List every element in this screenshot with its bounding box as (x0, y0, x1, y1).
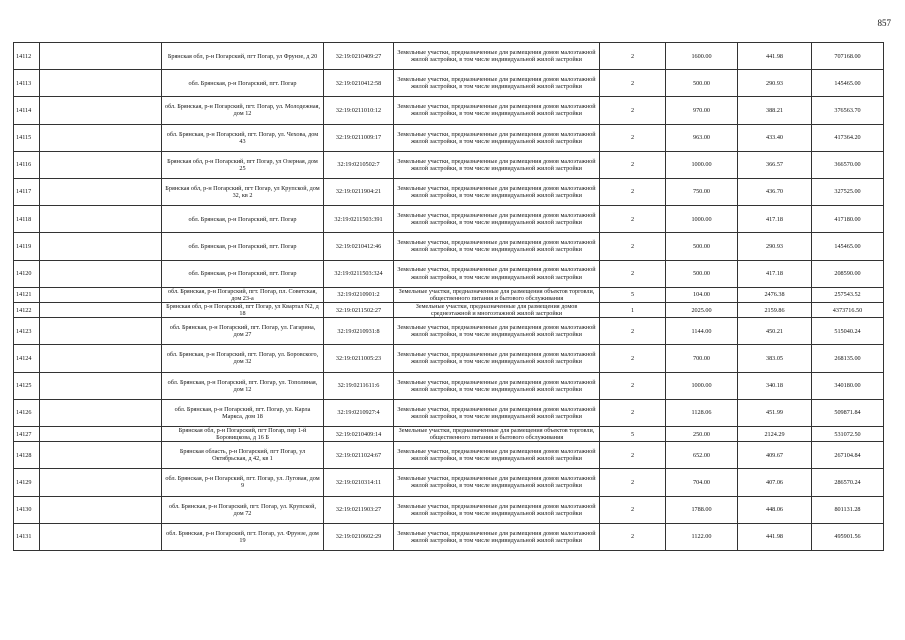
row-number: 14130 (14, 496, 40, 523)
empty-cell (40, 124, 162, 151)
empty-cell (40, 318, 162, 345)
cadastral-number-cell: 32:19:0211503:324 (324, 260, 394, 287)
cadastral-number-cell: 32:19:0210502:7 (324, 151, 394, 178)
cadastral-value-cell: 801131.28 (812, 496, 884, 523)
address-cell: обл. Брянская, р-н Погарский, пгт. Погар, ул. Фрунзе, дом 19 (162, 523, 324, 550)
area-cell: 1000.00 (666, 151, 738, 178)
address-cell: обл. Брянская, р-н Погарский, пгт. Погар (162, 70, 324, 97)
cadastral-number-cell: 32:19:0211010:12 (324, 97, 394, 124)
cadastral-value-cell: 366570.00 (812, 151, 884, 178)
empty-cell (40, 260, 162, 287)
cadastral-value-cell: 327525.00 (812, 178, 884, 205)
address-cell: Брянская обл, р-н Погарский, пгт Погар, пер 1-й Боровицкова, д 16 Б (162, 426, 324, 441)
empty-cell (40, 233, 162, 260)
row-number: 14127 (14, 426, 40, 441)
specific-value-cell: 290.93 (738, 233, 812, 260)
cadastral-value-cell: 208590.00 (812, 260, 884, 287)
cadastral-number-cell: 32:19:0210927:4 (324, 399, 394, 426)
group-code-cell: 2 (600, 345, 666, 372)
area-cell: 750.00 (666, 178, 738, 205)
cadastral-value-cell: 267104.84 (812, 442, 884, 469)
address-cell: Брянская обл, р-н Погарский, пгт Погар, ул Крупской, дом 32, кв 2 (162, 178, 324, 205)
area-cell: 704.00 (666, 469, 738, 496)
table-row (14, 43, 884, 70)
cadastral-value-cell: 257543.52 (812, 287, 884, 302)
specific-value-cell: 383.05 (738, 345, 812, 372)
cadastral-number-cell: 32:19:0210409:27 (324, 43, 394, 70)
land-use-cell: Земельные участки, предназначенные для размещения домов малоэтажной жилой застройки, в том числе индивидуальной жилой застройки (394, 469, 600, 496)
cadastral-number-cell: 32:19:0210412:46 (324, 233, 394, 260)
empty-cell (40, 178, 162, 205)
land-use-cell: Земельные участки, предназначенные для размещения домов малоэтажной жилой застройки, в том числе индивидуальной жилой застройки (394, 151, 600, 178)
cadastral-value-cell: 4373716.50 (812, 302, 884, 317)
row-number: 14125 (14, 372, 40, 399)
area-cell: 500.00 (666, 233, 738, 260)
cadastral-value-cell: 145465.00 (812, 233, 884, 260)
table-row (14, 372, 884, 399)
specific-value-cell: 340.18 (738, 372, 812, 399)
area-cell: 1122.00 (666, 523, 738, 550)
table-row (14, 233, 884, 260)
land-use-cell: Земельные участки, предназначенные для размещения домов малоэтажной жилой застройки, в том числе индивидуальной жилой застройки (394, 178, 600, 205)
area-cell: 500.00 (666, 260, 738, 287)
area-cell: 1000.00 (666, 206, 738, 233)
address-cell: Брянская обл, р-н Погарский, пгт Погар, ул Квартал N2, д 18 (162, 302, 324, 317)
group-code-cell: 2 (600, 496, 666, 523)
address-cell: обл. Брянская, р-н Погарский, пгт. Погар (162, 233, 324, 260)
table-row (14, 302, 884, 317)
specific-value-cell: 407.06 (738, 469, 812, 496)
address-cell: Брянская область, р-н Погарский, пгт Погар, ул Октябрьская, д 42, кв 1 (162, 442, 324, 469)
table-row (14, 399, 884, 426)
area-cell: 500.00 (666, 70, 738, 97)
address-cell: обл. Брянская, р-н Погарский, пгт. Погар, ул. Боровского, дом 32 (162, 345, 324, 372)
address-cell: обл. Брянская, р-н Погарский, пгт. Погар, ул. Молодежная, дом 12 (162, 97, 324, 124)
row-number: 14123 (14, 318, 40, 345)
area-cell: 963.00 (666, 124, 738, 151)
area-cell: 652.00 (666, 442, 738, 469)
area-cell: 1128.06 (666, 399, 738, 426)
cadastral-value-cell: 531072.50 (812, 426, 884, 441)
empty-cell (40, 97, 162, 124)
specific-value-cell: 433.40 (738, 124, 812, 151)
cadastral-value-cell: 417364.20 (812, 124, 884, 151)
land-use-cell: Земельные участки, предназначенные для размещения домов малоэтажной жилой застройки, в том числе индивидуальной жилой застройки (394, 206, 600, 233)
land-use-cell: Земельные участки, предназначенные для размещения домов малоэтажной жилой застройки, в том числе индивидуальной жилой застройки (394, 233, 600, 260)
address-cell: обл. Брянская, р-н Погарский, пгт. Погар (162, 206, 324, 233)
specific-value-cell: 417.18 (738, 206, 812, 233)
table-row (14, 345, 884, 372)
address-cell: обл. Брянская, р-н Погарский, пгт. Погар, пл. Советская, дом 23-а (162, 287, 324, 302)
address-cell: Брянская обл, р-н Погарский, пгт Погар, ул Озерная, дом 25 (162, 151, 324, 178)
cadastral-value-cell: 509871.84 (812, 399, 884, 426)
area-cell: 250.00 (666, 426, 738, 441)
row-number: 14128 (14, 442, 40, 469)
address-cell: обл. Брянская, р-н Погарский, пгт. Погар, ул. Крупской, дом 72 (162, 496, 324, 523)
cadastral-number-cell: 32:19:0211024:67 (324, 442, 394, 469)
empty-cell (40, 287, 162, 302)
row-number: 14114 (14, 97, 40, 124)
specific-value-cell: 441.98 (738, 523, 812, 550)
cadastral-value-cell: 268135.00 (812, 345, 884, 372)
land-use-cell: Земельные участки, предназначенные для размещения домов среднеэтажной и многоэтажной жилой застройки (394, 302, 600, 317)
cadastral-number-cell: 32:19:0211502:27 (324, 302, 394, 317)
land-use-cell: Земельные участки, предназначенные для размещения домов малоэтажной жилой застройки, в том числе индивидуальной жилой застройки (394, 97, 600, 124)
specific-value-cell: 388.21 (738, 97, 812, 124)
specific-value-cell: 366.57 (738, 151, 812, 178)
cadastral-number-cell: 32:19:0210901:2 (324, 287, 394, 302)
specific-value-cell: 450.21 (738, 318, 812, 345)
group-code-cell: 2 (600, 151, 666, 178)
table-row (14, 124, 884, 151)
row-number: 14115 (14, 124, 40, 151)
land-use-cell: Земельные участки, предназначенные для размещения объектов торговли, общественного питания и бытового обслуживания (394, 426, 600, 441)
cadastral-value-cell: 515040.24 (812, 318, 884, 345)
group-code-cell: 2 (600, 399, 666, 426)
row-number: 14126 (14, 399, 40, 426)
specific-value-cell: 451.99 (738, 399, 812, 426)
land-use-cell: Земельные участки, предназначенные для размещения домов малоэтажной жилой застройки, в том числе индивидуальной жилой застройки (394, 70, 600, 97)
row-number: 14124 (14, 345, 40, 372)
empty-cell (40, 345, 162, 372)
specific-value-cell: 448.06 (738, 496, 812, 523)
cadastral-number-cell: 32:19:0210602:29 (324, 523, 394, 550)
group-code-cell: 2 (600, 318, 666, 345)
land-use-cell: Земельные участки, предназначенные для размещения домов малоэтажной жилой застройки, в том числе индивидуальной жилой застройки (394, 372, 600, 399)
empty-cell (40, 523, 162, 550)
area-cell: 104.00 (666, 287, 738, 302)
area-cell: 1788.00 (666, 496, 738, 523)
table-row (14, 70, 884, 97)
empty-cell (40, 399, 162, 426)
table-row (14, 287, 884, 302)
cadastral-number-cell: 32:19:0210931:8 (324, 318, 394, 345)
specific-value-cell: 409.67 (738, 442, 812, 469)
address-cell: обл. Брянская, р-н Погарский, пгт. Погар, ул. Гагарина, дом 27 (162, 318, 324, 345)
land-use-cell: Земельные участки, предназначенные для размещения домов малоэтажной жилой застройки, в том числе индивидуальной жилой застройки (394, 496, 600, 523)
table-row (14, 496, 884, 523)
row-number: 14129 (14, 469, 40, 496)
group-code-cell: 5 (600, 426, 666, 441)
area-cell: 700.00 (666, 345, 738, 372)
specific-value-cell: 441.98 (738, 43, 812, 70)
table-row (14, 318, 884, 345)
group-code-cell: 2 (600, 178, 666, 205)
empty-cell (40, 469, 162, 496)
specific-value-cell: 2476.38 (738, 287, 812, 302)
group-code-cell: 2 (600, 97, 666, 124)
group-code-cell: 2 (600, 206, 666, 233)
table-row (14, 151, 884, 178)
empty-cell (40, 372, 162, 399)
empty-cell (40, 206, 162, 233)
empty-cell (40, 70, 162, 97)
group-code-cell: 2 (600, 260, 666, 287)
empty-cell (40, 426, 162, 441)
table-row (14, 523, 884, 550)
specific-value-cell: 2124.29 (738, 426, 812, 441)
land-use-cell: Земельные участки, предназначенные для размещения домов малоэтажной жилой застройки, в том числе индивидуальной жилой застройки (394, 43, 600, 70)
empty-cell (40, 43, 162, 70)
table-row (14, 206, 884, 233)
cadastral-value-cell: 417180.00 (812, 206, 884, 233)
area-cell: 1000.00 (666, 372, 738, 399)
table-row (14, 178, 884, 205)
specific-value-cell: 417.18 (738, 260, 812, 287)
group-code-cell: 2 (600, 469, 666, 496)
group-code-cell: 2 (600, 523, 666, 550)
cadastral-value-cell: 376563.70 (812, 97, 884, 124)
land-use-cell: Земельные участки, предназначенные для размещения домов малоэтажной жилой застройки, в том числе индивидуальной жилой застройки (394, 124, 600, 151)
row-number: 14116 (14, 151, 40, 178)
cadastral-number-cell: 32:19:0210409:14 (324, 426, 394, 441)
group-code-cell: 1 (600, 302, 666, 317)
address-cell: обл. Брянская, р-н Погарский, пгт. Погар, ул. Карла Маркса, дом 18 (162, 399, 324, 426)
empty-cell (40, 442, 162, 469)
page-number: 857 (877, 18, 891, 28)
cadastral-value-cell: 707168.00 (812, 43, 884, 70)
row-number: 14120 (14, 260, 40, 287)
cadastral-number-cell: 32:19:0210412:58 (324, 70, 394, 97)
address-cell: Брянская обл, р-н Погарский, пгт Погар, ул Фрунзе, д 20 (162, 43, 324, 70)
table-row (14, 97, 884, 124)
area-cell: 970.00 (666, 97, 738, 124)
cadastral-value-table (13, 42, 884, 551)
table-row (14, 469, 884, 496)
land-use-cell: Земельные участки, предназначенные для размещения домов малоэтажной жилой застройки, в том числе индивидуальной жилой застройки (394, 442, 600, 469)
land-use-cell: Земельные участки, предназначенные для размещения домов малоэтажной жилой застройки, в том числе индивидуальной жилой застройки (394, 399, 600, 426)
cadastral-value-cell: 145465.00 (812, 70, 884, 97)
area-cell: 2025.00 (666, 302, 738, 317)
group-code-cell: 2 (600, 372, 666, 399)
land-use-cell: Земельные участки, предназначенные для размещения объектов торговли, общественного питания и бытового обслуживания (394, 287, 600, 302)
land-use-cell: Земельные участки, предназначенные для размещения домов малоэтажной жилой застройки, в том числе индивидуальной жилой застройки (394, 523, 600, 550)
cadastral-number-cell: 32:19:0211611:6 (324, 372, 394, 399)
row-number: 14131 (14, 523, 40, 550)
area-cell: 1600.00 (666, 43, 738, 70)
row-number: 14119 (14, 233, 40, 260)
cadastral-value-cell: 340180.00 (812, 372, 884, 399)
empty-cell (40, 151, 162, 178)
specific-value-cell: 2159.86 (738, 302, 812, 317)
land-use-cell: Земельные участки, предназначенные для размещения домов малоэтажной жилой застройки, в том числе индивидуальной жилой застройки (394, 260, 600, 287)
row-number: 14122 (14, 302, 40, 317)
row-number: 14118 (14, 206, 40, 233)
cadastral-number-cell: 32:19:0211503:391 (324, 206, 394, 233)
land-use-cell: Земельные участки, предназначенные для размещения домов малоэтажной жилой застройки, в том числе индивидуальной жилой застройки (394, 318, 600, 345)
specific-value-cell: 436.70 (738, 178, 812, 205)
cadastral-number-cell: 32:19:0211005:23 (324, 345, 394, 372)
address-cell: обл. Брянская, р-н Погарский, пгт. Погар, ул. Тополиная, дом 12 (162, 372, 324, 399)
table-row (14, 442, 884, 469)
row-number: 14117 (14, 178, 40, 205)
cadastral-number-cell: 32:19:0211904:21 (324, 178, 394, 205)
row-number: 14113 (14, 70, 40, 97)
cadastral-number-cell: 32:19:0211903:27 (324, 496, 394, 523)
cadastral-value-cell: 286570.24 (812, 469, 884, 496)
cadastral-value-cell: 495901.56 (812, 523, 884, 550)
empty-cell (40, 496, 162, 523)
land-use-cell: Земельные участки, предназначенные для размещения домов малоэтажной жилой застройки, в том числе индивидуальной жилой застройки (394, 345, 600, 372)
group-code-cell: 2 (600, 442, 666, 469)
specific-value-cell: 290.93 (738, 70, 812, 97)
table-row (14, 260, 884, 287)
row-number: 14112 (14, 43, 40, 70)
group-code-cell: 2 (600, 124, 666, 151)
table-row (14, 426, 884, 441)
cadastral-number-cell: 32:19:0210314:11 (324, 469, 394, 496)
address-cell: обл. Брянская, р-н Погарский, пгт. Погар (162, 260, 324, 287)
empty-cell (40, 302, 162, 317)
address-cell: обл. Брянская, р-н Погарский, пгт. Погар, ул. Луговая, дом 9 (162, 469, 324, 496)
group-code-cell: 5 (600, 287, 666, 302)
group-code-cell: 2 (600, 43, 666, 70)
area-cell: 1144.00 (666, 318, 738, 345)
address-cell: обл. Брянская, р-н Погарский, пгт. Погар, ул. Чехова, дом 43 (162, 124, 324, 151)
cadastral-number-cell: 32:19:0211009:17 (324, 124, 394, 151)
table-body (14, 43, 884, 551)
row-number: 14121 (14, 287, 40, 302)
group-code-cell: 2 (600, 233, 666, 260)
group-code-cell: 2 (600, 70, 666, 97)
